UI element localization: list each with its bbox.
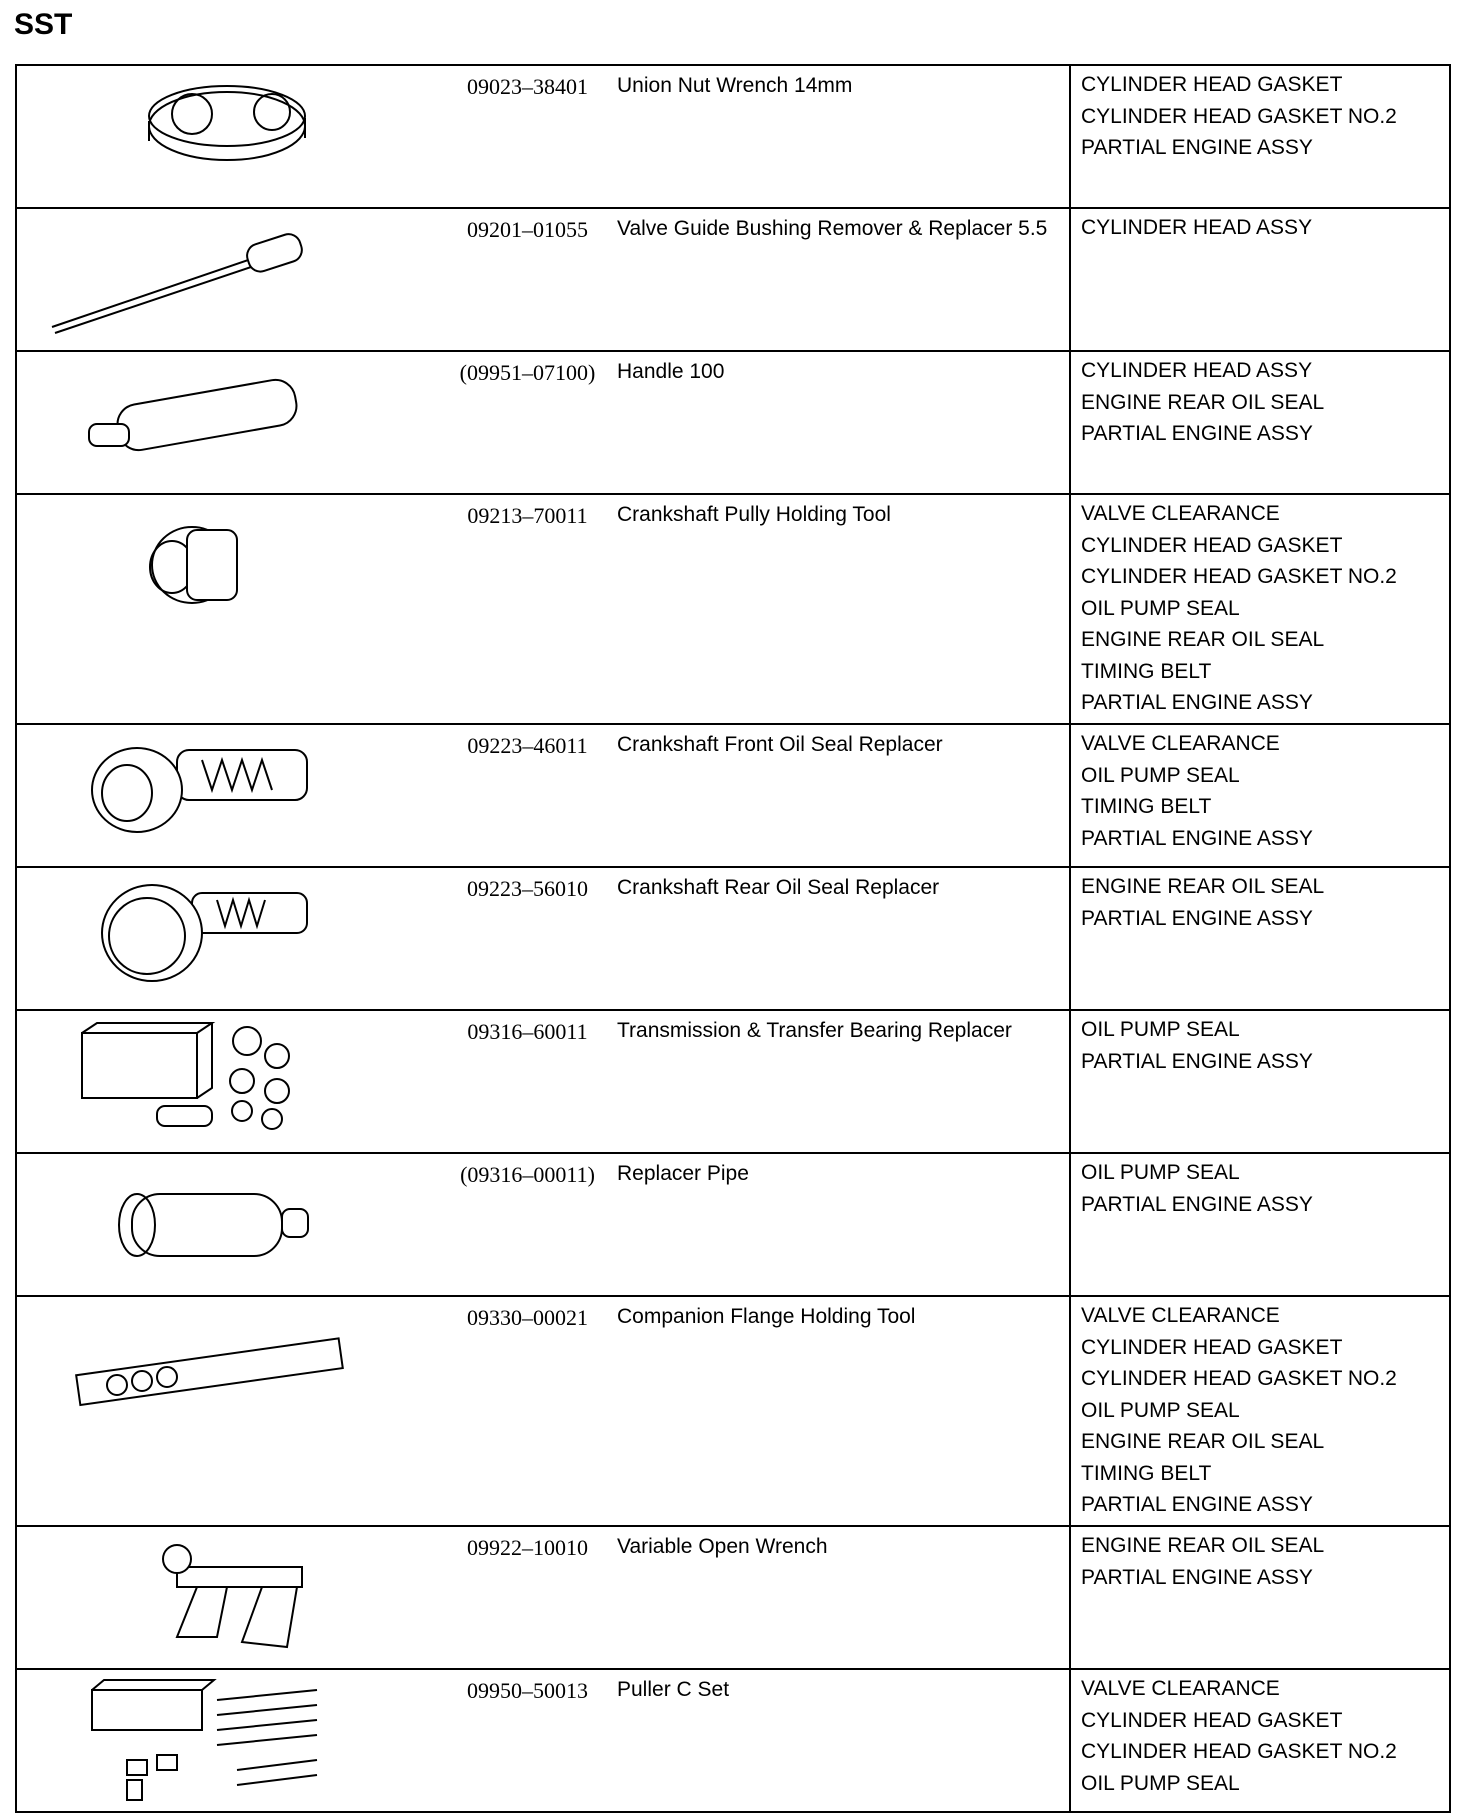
usage-list [1070, 1153, 1450, 1296]
part-number: 09023–38401 [467, 74, 588, 99]
usage-item: OIL PUMP SEAL [1081, 1771, 1240, 1795]
table-row [16, 1010, 1450, 1153]
bushing-remover-icon [17, 209, 437, 352]
usage-item: TIMING BELT [1081, 659, 1212, 683]
front-oil-seal-replacer-icon [17, 725, 437, 868]
usage-item: ENGINE REAR OIL SEAL [1081, 628, 1325, 651]
usage-item: CYLINDER HEAD GASKET NO.2 [1081, 104, 1397, 128]
usage-item: PARTIAL ENGINE ASSY [1081, 906, 1313, 930]
bearing-replacer-set-icon [17, 1011, 437, 1154]
tool-illustration [16, 1010, 440, 1153]
tool-name: Handle 100 [617, 360, 725, 383]
tool-name: Valve Guide Bushing Remover & Replacer 5.5 [617, 217, 1048, 240]
table-row [16, 1296, 1450, 1526]
usage-item: ENGINE REAR OIL SEAL [1081, 1430, 1325, 1453]
tool-name: Transmission & Transfer Bearing Replacer [617, 1019, 1012, 1042]
part-number: 09950–50013 [467, 1678, 588, 1703]
usage-list [1070, 1296, 1450, 1526]
tool-illustration [16, 494, 440, 724]
usage-item: CYLINDER HEAD GASKET [1081, 73, 1343, 96]
usage-item: OIL PUMP SEAL [1081, 596, 1240, 620]
usage-item: CYLINDER HEAD GASKET [1081, 1708, 1343, 1732]
usage-item: ENGINE REAR OIL SEAL [1081, 1534, 1325, 1557]
part-number: 09330–00021 [467, 1305, 588, 1330]
usage-list [1070, 867, 1450, 1010]
usage-item: CYLINDER HEAD GASKET NO.2 [1081, 1740, 1397, 1763]
part-number: (09316–00011) [460, 1162, 595, 1187]
usage-item: CYLINDER HEAD GASKET [1081, 533, 1343, 557]
sst-table [15, 64, 1451, 1813]
usage-list [1070, 724, 1450, 867]
usage-item: CYLINDER HEAD GASKET [1081, 1335, 1343, 1359]
usage-item: CYLINDER HEAD GASKET NO.2 [1081, 1367, 1397, 1390]
table-row [16, 724, 1450, 867]
usage-item: OIL PUMP SEAL [1081, 1161, 1240, 1184]
tool-illustration [16, 65, 440, 208]
tool-name: Companion Flange Holding Tool [617, 1305, 916, 1328]
usage-item: VALVE CLEARANCE [1081, 1677, 1280, 1700]
usage-list [1070, 65, 1450, 208]
table-row [16, 867, 1450, 1010]
usage-item: PARTIAL ENGINE ASSY [1081, 691, 1313, 714]
usage-item: CYLINDER HEAD ASSY [1081, 216, 1313, 239]
usage-item: OIL PUMP SEAL [1081, 1398, 1240, 1422]
usage-item: ENGINE REAR OIL SEAL [1081, 875, 1325, 898]
usage-list [1070, 1526, 1450, 1669]
tool-name: Crankshaft Rear Oil Seal Replacer [617, 876, 940, 899]
usage-item: TIMING BELT [1081, 795, 1212, 818]
part-number: 09201–01055 [467, 217, 588, 242]
tool-name: Union Nut Wrench 14mm [617, 74, 853, 97]
usage-list [1070, 1010, 1450, 1153]
tool-illustration [16, 351, 440, 494]
usage-item: PARTIAL ENGINE ASSY [1081, 136, 1313, 159]
replacer-pipe-icon [17, 1154, 437, 1297]
tool-illustration [16, 1526, 440, 1669]
usage-item: VALVE CLEARANCE [1081, 732, 1280, 755]
tool-illustration [16, 867, 440, 1010]
usage-list [1070, 1669, 1450, 1812]
tool-name: Crankshaft Pully Holding Tool [617, 503, 891, 526]
usage-item: OIL PUMP SEAL [1081, 1018, 1240, 1041]
puller-set-icon [17, 1670, 437, 1813]
usage-item: CYLINDER HEAD ASSY [1081, 359, 1313, 382]
part-number: 09223–46011 [467, 733, 588, 758]
flange-holding-tool-icon [17, 1297, 437, 1527]
table-row [16, 1526, 1450, 1669]
table-row [16, 1669, 1450, 1812]
usage-item: VALVE CLEARANCE [1081, 502, 1280, 525]
table-row [16, 351, 1450, 494]
usage-list [1070, 351, 1450, 494]
usage-item: VALVE CLEARANCE [1081, 1304, 1280, 1327]
union-nut-wrench-icon [17, 66, 437, 209]
part-number: (09951–07100) [459, 360, 596, 385]
part-number: 09223–56010 [467, 876, 588, 901]
usage-item: OIL PUMP SEAL [1081, 763, 1240, 787]
variable-open-wrench-icon [17, 1527, 437, 1670]
usage-list [1070, 494, 1450, 724]
usage-item: PARTIAL ENGINE ASSY [1081, 1049, 1313, 1073]
table-row [16, 1153, 1450, 1296]
table-row [16, 208, 1450, 351]
usage-item: CYLINDER HEAD GASKET NO.2 [1081, 565, 1397, 588]
usage-list [1070, 208, 1450, 351]
part-number: 09922–10010 [467, 1535, 588, 1560]
usage-item: PARTIAL ENGINE ASSY [1081, 1565, 1313, 1589]
tool-name: Crankshaft Front Oil Seal Replacer [617, 733, 943, 756]
tool-illustration [16, 1296, 440, 1526]
table-row [16, 494, 1450, 724]
tool-illustration [16, 208, 440, 351]
pulley-holding-tool-icon [17, 495, 437, 725]
page-title: SST [14, 8, 73, 41]
rear-oil-seal-replacer-icon [17, 868, 437, 1011]
usage-item: TIMING BELT [1081, 1461, 1212, 1485]
part-number: 09316–60011 [467, 1019, 588, 1044]
usage-item: ENGINE REAR OIL SEAL [1081, 390, 1325, 414]
handle-icon [17, 352, 437, 495]
usage-item: PARTIAL ENGINE ASSY [1081, 826, 1313, 850]
tool-illustration [16, 1153, 440, 1296]
table-row [16, 65, 1450, 208]
tool-illustration [16, 724, 440, 867]
usage-item: PARTIAL ENGINE ASSY [1081, 1493, 1313, 1516]
part-number: 09213–70011 [467, 503, 588, 528]
tool-name: Puller C Set [617, 1678, 730, 1701]
tool-name: Variable Open Wrench [617, 1535, 828, 1558]
tool-name: Replacer Pipe [617, 1162, 749, 1185]
usage-item: PARTIAL ENGINE ASSY [1081, 422, 1313, 445]
usage-item: PARTIAL ENGINE ASSY [1081, 1192, 1313, 1216]
tool-illustration [16, 1669, 440, 1812]
